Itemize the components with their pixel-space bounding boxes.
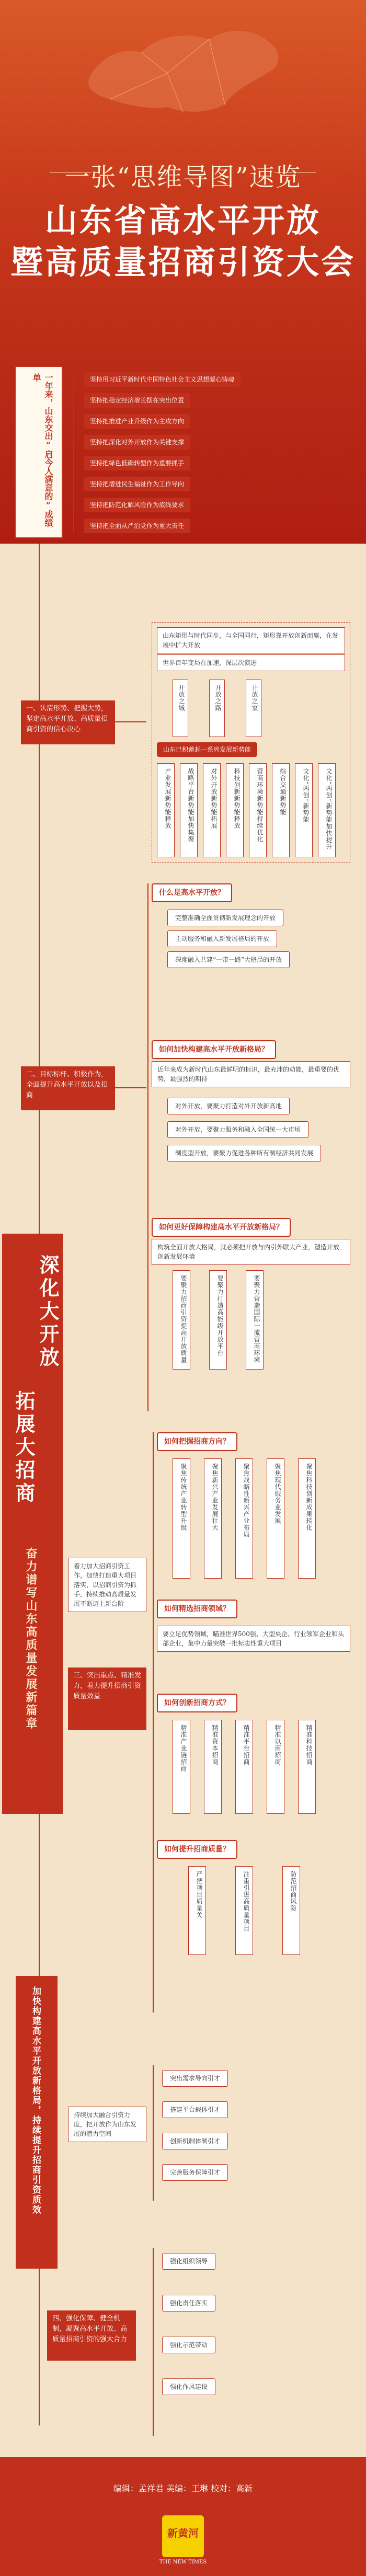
section4-q2-desc: 要立足优势领域，瞄准世界500强、大型央企、行业领军企业和头部企业，集中力量突破一批标志性重大项目: [157, 1626, 350, 1652]
section4-q1-vbox: 聚焦现代服务业发展: [267, 1458, 284, 1579]
section3-q2-item: 制度型开放，要聚力促进各种所有制经济共同发展: [167, 1145, 321, 1162]
section1-item: 坚持把增进民生福祉作为工作导向: [84, 477, 190, 491]
section4-q1-vbox: 聚焦新兴产业发展壮大: [204, 1458, 222, 1579]
section2-connector: [115, 721, 146, 722]
section3-q3-vbox: 要聚力打造高能级开放平台: [209, 1270, 227, 1370]
section6-branch-line: [153, 2248, 154, 2436]
section6-item: 强化示范带动: [162, 2337, 215, 2353]
section2-top-item: 世界百年变局在加速，深层次演进: [157, 654, 345, 671]
section4-q4-vbox: 注重引进高质量项目: [235, 1866, 253, 1955]
section5-item: 搭建平台载体引才: [162, 2101, 228, 2118]
section4-big-label-b: 拓展大招商: [12, 1390, 36, 1505]
section5-label: 加快构建高水平开放新格局，持续提升招商引资质效: [30, 1986, 41, 2215]
section4-big-label-a: 深化大开放: [36, 1255, 60, 1370]
section3-q3: 如何更好保障构建高水平开放新格局？: [152, 1218, 291, 1237]
section2-vbox: 产业发展新势能释放: [157, 763, 175, 857]
section4-q1-vbox: 聚焦传统产业转型升级: [173, 1458, 190, 1579]
section1-item: 坚持把防范化解风险作为底线要求: [84, 498, 190, 512]
section5-item: 完善服务保障引才: [162, 2164, 228, 2181]
logo-text: 新黄河: [167, 2527, 199, 2539]
section2-top-item: 山东矩形与时代同步，与全国同行，矩形靠开放创新而赢，在发展中扩大开放: [157, 627, 345, 653]
section3-connector: [115, 1087, 146, 1088]
section3-q1-item: 深度融入共建“一带一路”大格局的开放: [167, 951, 290, 968]
section3-label: 二、目标标杆、积极作为，全面提升高水平开放以及招商: [21, 1066, 115, 1110]
section3-q2-item: 对外开放，要聚力服务和融入全国统一大市场: [167, 1121, 308, 1138]
section1-label-box: [15, 366, 63, 538]
section2-top-vbox: 开放之家: [246, 680, 261, 737]
section4-q1-vbox: 聚焦科技创新成果转化: [298, 1458, 316, 1579]
section1-label: 一年来，山东交出“启今人满意的”成绩单: [31, 373, 53, 527]
page-title-line1: 一张“思维导图”速览: [64, 163, 302, 192]
section4-q1: 如何把握招商方向？: [157, 1432, 237, 1451]
section1-item: 坚持把深化对外开放作为关键支撑: [84, 435, 190, 450]
section2-vbox: 营商环境新势能持续优化: [249, 763, 267, 857]
page-title-line3: 暨高质量招商引资大会: [10, 243, 356, 281]
section4-banner: [2, 1234, 63, 1814]
section3-branch-line: [147, 883, 148, 1411]
section6-item: 强化组织领导: [162, 2253, 215, 2270]
shandong-map-graphic: [78, 16, 288, 125]
section6-item: 强化责任落实: [162, 2295, 215, 2312]
section4-q3-vbox: 精准以商招商: [267, 1720, 284, 1814]
credits-text: 编辑：孟祥君 美编：王琳 校对：高新: [113, 2483, 253, 2493]
section4-q3-vbox: 精准科技招商: [298, 1720, 316, 1814]
section3-q3-vbox: 要聚力营造国际一流营商环境: [246, 1270, 264, 1370]
section3-q3-vbox: 要聚力招商引资提高开放质量: [173, 1270, 190, 1370]
section3-q3-desc: 构筑全面开放大格局，就必须把开放与内引外联大产业，塑造开放创新发展环境: [152, 1239, 350, 1265]
section4-q4-vbox: 严把项目质量关: [188, 1866, 206, 1955]
logo-subtext: THE NEW TIMES: [159, 2559, 207, 2565]
section2-top-vbox: 开放之城: [173, 680, 188, 737]
section2-vbox: 科技创新新势能释放: [226, 763, 244, 857]
section5-side-box: 持续加大融合引资力度，把开放作为山东发展的潜力空间: [68, 2107, 146, 2142]
section2-vbox: 综合交通新势能: [272, 763, 290, 857]
section6-item: 强化作风建设: [162, 2378, 215, 2395]
page-title-line2: 山东省高水平开放: [44, 201, 321, 239]
section4-q2: 如何精选招商领域？: [157, 1600, 237, 1618]
section2-top-vbox: 开放之路: [209, 680, 225, 737]
section5-banner: [16, 1976, 58, 2269]
section2-vbox: 战略平台新势能加快集聚: [180, 763, 198, 857]
section4-q3: 如何创新招商方式？: [157, 1694, 237, 1712]
section2-label: 一、认清形势、把握大势，坚定高水平开放、高质量招商引资的信心决心: [21, 700, 115, 744]
section4-q3-vbox: 精准平台招商: [235, 1720, 253, 1814]
section2-vbox: 文化“两创”新势能: [295, 763, 313, 857]
section2-mid-item: 山东已积蓄起一系列发展新势能: [157, 742, 257, 757]
section6-label: 四、强化保障、健全机制，凝聚高水平开放、高质量招商引资的强大合力: [47, 2310, 136, 2361]
section4-side-box: 着力加大招商引资工作，加快打造重大项目落实，以招商引资为抓手，持续推动高质量发展不断迈上新台阶: [68, 1558, 146, 1612]
section5-item: 创新机制体制引才: [162, 2133, 228, 2149]
section4-q1-vbox: 聚焦战略性新兴产业布局: [235, 1458, 253, 1579]
section4-q4-vbox: 防范招商风险: [282, 1866, 300, 1955]
section1-connector: [73, 376, 74, 533]
section1-item: 坚持把稳定经济增长摆在突出位置: [84, 393, 190, 408]
section3-q1: 什么是高水平开放？: [152, 883, 232, 902]
section4-branch-line: [153, 1432, 154, 2012]
section1-item: 坚持把推进产业升级作为主攻方向: [84, 414, 190, 429]
section4-q3-vbox: 精准产业链招商: [173, 1720, 190, 1814]
section1-item: 坚持用习近平新时代中国特色社会主义思想凝心铸魂: [84, 372, 241, 387]
section4-q4: 如何提升招商质量？: [157, 1840, 237, 1859]
section1-item: 坚持把绿色低碳转型作为重要抓手: [84, 456, 190, 470]
section3-q1-item: 完整准确全面贯彻新发展理念的开放: [167, 910, 283, 926]
section3-q2-item: 对外开放，要聚力打造对外开放新高地: [167, 1098, 290, 1114]
section3-q2-desc: 近年来成为新时代山东最鲜明的标识，最充沛的动能，最重要的优势，最强烈的期待: [152, 1061, 350, 1087]
section4-q3-vbox: 精准资本招商: [204, 1720, 222, 1814]
section3-q1-item: 主动服务和融入新发展格局的开放: [167, 930, 277, 947]
section4-label: 三、突出重点、精准发力，着力提升招商引资质量效益: [68, 1668, 146, 1730]
section1-item: 坚持把全面从严治党作为重大责任: [84, 519, 190, 533]
section2-vbox: 文化“两创”新势能加快提升: [318, 763, 336, 857]
section5-branch-line: [153, 2065, 154, 2201]
section4-big-label-c: 奋力谱写山东高质量发展新篇章: [24, 1547, 38, 1730]
section2-vbox: 对外开放新势能拓展: [203, 763, 221, 857]
section5-item: 突出需求导向引才: [162, 2070, 228, 2087]
section3-q2: 如何加快构建高水平开放新格局？: [152, 1040, 276, 1059]
